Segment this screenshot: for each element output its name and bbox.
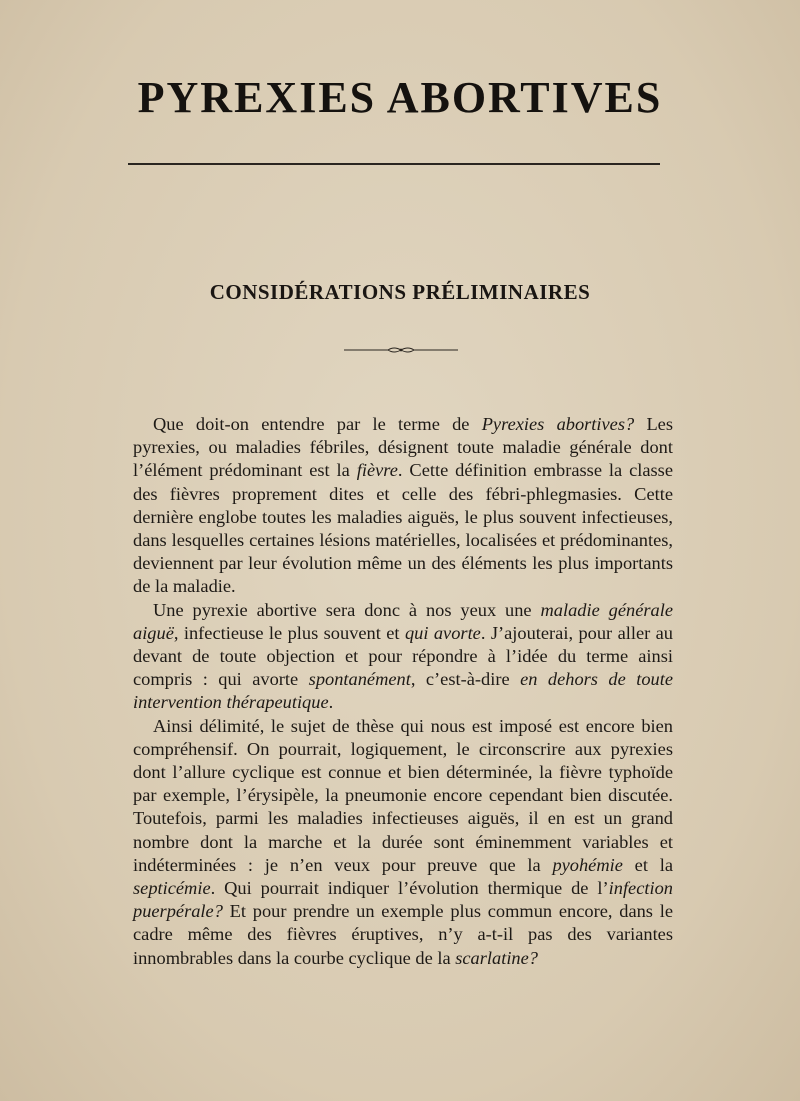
paragraph <box>133 413 673 599</box>
body-text <box>133 413 673 970</box>
section-heading: CONSIDÉRATIONS PRÉLIMINAIRES <box>209 280 591 304</box>
paragraph <box>133 599 673 715</box>
text-run: Et pour prendre un exemple plus commun encore, dans le cadre même des fièvres éruptives, n’y a-t-il pas des variantes innombrables dans la courbe cyclique de la <box>133 901 673 968</box>
italic-term: fièvre <box>356 460 398 481</box>
text-run: , infectieuse le plus souvent et <box>173 622 405 643</box>
italic-term: maladie générale aiguë <box>133 599 673 643</box>
text-run: Les pyrexies, ou maladies fébriles, désignent toute maladie générale dont l’élément prédominant est la <box>133 414 673 481</box>
italic-term: infection puerpérale? <box>133 878 673 922</box>
text-run: . J’ajouterai, pour aller au devant de toute objection et pour répondre à l’idée du terme ainsi compris : qui avorte <box>133 622 674 690</box>
text-run: Une pyrexie abortive sera donc à nos yeux une <box>153 599 541 620</box>
italic-term: septicémie <box>133 878 211 899</box>
text-run: , c’est-à-dire <box>410 669 521 690</box>
page-title: PYREXIES ABORTIVES <box>137 73 663 122</box>
text-run: . Qui pourrait indiquer l’évolution thermique de l’ <box>210 878 609 899</box>
paragraph <box>133 715 673 970</box>
text-run: Que doit-on entendre par le terme de <box>153 414 482 434</box>
text-run: Ainsi délimité, le sujet de thèse qui nous est imposé est encore bien compréhensif. On pourrait, logiquement, le circonscrire aux pyrexies dont l’allure cyclique est connue et bien déterminée, la fièvre typhoïde par exemple, l’érysipèle, la pneumonie encore cependant bien discutée. Toutefois, parmi les maladies infectieuses aiguës, il en est un grand nombre dont la marche et la durée sont éminemment variables et indéterminées : je n’en veux pour preuve que la <box>133 715 673 875</box>
italic-term: qui avorte <box>404 622 481 643</box>
italic-term: scarlatine? <box>455 947 538 968</box>
text-run: . <box>328 692 334 713</box>
italic-term: spontanément <box>308 669 411 690</box>
italic-term: Pyrexies abortives? <box>481 414 635 434</box>
text-run: . Cette définition embrasse la classe des fièvres proprement dites et celle des fébri-phlegmasies. Cette dernière englobe toutes les maladies aiguës, le plus souvent infectieuses, dans lesquelles certaines lésions matérielles, localisées et prédominantes, deviennent par leur évolution même un des éléments les plus importants de la maladie. <box>133 460 673 597</box>
ornament-divider <box>344 345 458 355</box>
text-run: et la <box>622 854 673 875</box>
title-rule <box>128 163 660 165</box>
italic-term: en dehors de toute intervention thérapeutique <box>133 669 674 713</box>
italic-term: pyohémie <box>552 854 623 875</box>
